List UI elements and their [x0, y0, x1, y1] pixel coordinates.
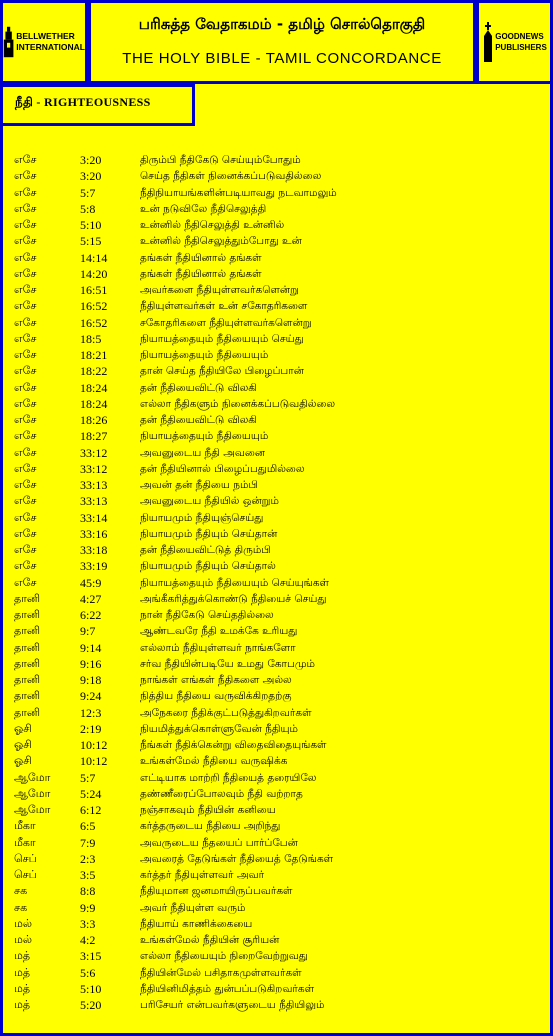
entry-reference: 18:22: [80, 364, 108, 379]
list-item: [14, 168, 544, 184]
entry-book: எசே: [14, 478, 37, 491]
entry-book: எசே: [14, 201, 37, 215]
entry-reference: 16:52: [80, 315, 108, 330]
entry-text: நியாயமும் நீதியுஞ்செய்து: [140, 511, 264, 524]
list-item: [14, 217, 544, 233]
entry-text: தங்கள் நீதியினால் தங்கள்: [140, 251, 262, 264]
entry-reference: 4:27: [80, 591, 102, 606]
entry-reference: 9:18: [80, 673, 102, 687]
entry-book: எசே: [14, 250, 37, 264]
list-item: [14, 477, 544, 493]
entry-text: நீதியினிமித்தம் துன்பப்படுகிறவர்கள்: [140, 982, 315, 995]
entry-reference: 7:9: [80, 835, 96, 850]
entry-text: நாங்கள் எங்கள் நீதிகளை அல்ல: [140, 674, 292, 686]
entry-reference: 5:24: [80, 786, 102, 801]
entry-reference: 33:12: [80, 445, 108, 460]
entry-reference: 18:5: [80, 331, 102, 346]
entry-text: அவர்களை நீதியுள்ளவர்களென்று: [140, 284, 299, 296]
entry-book: எசே: [14, 331, 37, 345]
list-item: [14, 233, 544, 249]
entry-text: தன் நீதியினால் பிழைப்பதுமில்லை: [140, 462, 305, 475]
entry-book: எசே: [14, 218, 37, 231]
entry-reference: 18:24: [80, 396, 108, 411]
entry-book: எசே: [14, 299, 37, 313]
bell-tower-icon: [3, 23, 14, 61]
entry-text: உங்கள்மேல் நீதியின் சூரியன்: [140, 934, 280, 946]
entry-book: மீகா: [14, 819, 36, 833]
entry-book: மத்: [14, 998, 31, 1011]
list-item: [14, 623, 544, 639]
list-item: [14, 591, 544, 607]
entry-text: நியாயத்தையும் நீதியையும்: [140, 349, 269, 361]
entry-text: நியாயத்தையும் நீதியையும் செய்யுங்கள்: [140, 576, 330, 589]
entry-book: எசே: [14, 315, 37, 329]
list-item: [14, 753, 544, 769]
entry-text: உங்கள்மேல் நீதியை வருஷிக்க: [140, 755, 288, 768]
entry-reference: 33:12: [80, 461, 108, 476]
list-item: [14, 282, 544, 298]
entry-book: எசே: [14, 445, 37, 459]
entry-reference: 9:9: [80, 900, 96, 915]
entry-text: நஞ்சாகவும் நீதியின் கனியை: [140, 804, 276, 816]
goodnews-logo: [476, 0, 553, 84]
entry-text: நீதியின்மேல் பசிதாகமுள்ளவர்கள்: [140, 966, 302, 979]
entry-reference: 16:51: [80, 283, 108, 297]
title-tamil: பரிசுத்த வேதாகமம் - தமிழ் சொல்தொகுதி: [138, 15, 426, 33]
section-title: நீதி - RIGHTEOUSNESS: [15, 95, 151, 109]
entry-text: நித்திய நீதியை வருவிக்கிறதற்கு: [140, 690, 292, 703]
entry-book: மல்: [14, 916, 32, 930]
list-item: [14, 737, 544, 753]
entry-book: எசே: [14, 348, 37, 361]
entry-reference: 3:20: [80, 153, 102, 167]
list-item: [14, 363, 544, 379]
entry-book: மத்: [14, 965, 31, 979]
entry-reference: 3:15: [80, 949, 102, 964]
list-item: [14, 445, 544, 461]
list-item: [14, 558, 544, 574]
entry-reference: 10:12: [80, 754, 108, 769]
list-item: [14, 965, 544, 981]
entry-reference: 4:2: [80, 933, 96, 947]
entry-book: ஆமோ: [14, 770, 51, 784]
entry-book: ஓசி: [14, 738, 32, 751]
entry-book: எசே: [14, 364, 37, 378]
list-item: [14, 396, 544, 412]
title-box: [88, 0, 476, 84]
entry-reference: 9:7: [80, 624, 96, 639]
list-item: [14, 640, 544, 656]
list-item: [14, 315, 544, 331]
entry-text: கர்த்தர் நீதியுள்ளவர் அவர்: [140, 869, 265, 881]
entry-reference: 14:14: [80, 250, 108, 265]
list-item: [14, 152, 544, 168]
list-item: [14, 542, 544, 558]
entry-reference: 18:24: [80, 380, 108, 395]
entry-text: பரிசேயர் என்பவர்களுடைய நீதியிலும்: [140, 999, 325, 1011]
list-item: [14, 688, 544, 704]
entry-reference: 5:10: [80, 218, 102, 232]
entry-text: செய்த நீதிகள் நினைக்கப்படுவதில்லை: [140, 170, 322, 183]
list-item: [14, 883, 544, 899]
list-item: [14, 818, 544, 834]
entry-book: எசே: [14, 510, 37, 524]
church-tower-icon: [482, 22, 494, 62]
entry-reference: 12:3: [80, 705, 102, 720]
title-english: THE HOLY BIBLE - TAMIL CONCORDANCE: [122, 50, 442, 67]
concordance-list: [14, 152, 544, 1013]
right-logo-line1: GOODNEWS: [495, 32, 544, 41]
list-item: [14, 835, 544, 851]
entry-reference: 18:27: [80, 429, 108, 444]
entry-book: எசே: [14, 169, 37, 183]
entry-book: சக: [14, 900, 28, 914]
list-item: [14, 672, 544, 688]
entry-text: தான் செய்த நீதியிலே பிழைப்பான்: [140, 365, 304, 378]
entry-text: நான் நீதிகேடு செய்ததில்லை: [140, 609, 274, 621]
list-item: [14, 380, 544, 396]
list-item: [14, 900, 544, 916]
entry-text: தன் நீதியைவிட்டு விலகி: [140, 414, 257, 426]
entry-reference: 3:3: [80, 916, 96, 931]
entry-book: மத்: [14, 981, 31, 995]
entry-text: சகோதரிகளை நீதியுள்ளவர்களென்று: [140, 316, 312, 329]
entry-book: மத்: [14, 949, 31, 963]
entry-text: அவர் நீதியுள்ள வரும்: [140, 901, 246, 914]
entry-reference: 6:5: [80, 819, 96, 834]
entry-reference: 33:13: [80, 478, 108, 492]
entry-reference: 5:7: [80, 185, 96, 200]
list-item: [14, 298, 544, 314]
entry-text: கர்த்தருடைய நீதியை அறிந்து: [140, 820, 281, 833]
entry-book: ஆமோ: [14, 803, 51, 816]
list-item: [14, 493, 544, 509]
entry-book: எசே: [14, 461, 37, 475]
entry-book: மீகா: [14, 835, 36, 849]
list-item: [14, 347, 544, 363]
entry-book: தானி: [14, 624, 41, 638]
section-header: [0, 84, 195, 126]
entry-book: தானி: [14, 673, 41, 686]
entry-text: தன் நீதியைவிட்டு விலகி: [140, 381, 257, 394]
entry-book: எசே: [14, 185, 37, 199]
list-item: [14, 786, 544, 802]
entry-book: சக: [14, 884, 28, 898]
list-item: [14, 201, 544, 217]
entry-reference: 18:26: [80, 413, 108, 427]
list-item: [14, 331, 544, 347]
entry-book: தானி: [14, 689, 41, 703]
list-item: [14, 656, 544, 672]
entry-reference: 45:9: [80, 575, 102, 590]
entry-text: சர்வ நீதியின்படியே உமது கோபமும்: [140, 657, 315, 670]
entry-book: தானி: [14, 640, 41, 654]
entry-book: எசே: [14, 429, 37, 443]
entry-book: செப்: [14, 868, 37, 881]
list-item: [14, 721, 544, 737]
list-item: [14, 932, 544, 948]
entry-reference: 16:52: [80, 299, 108, 314]
left-logo-line1: BELLWETHER: [16, 31, 75, 41]
list-item: [14, 607, 544, 623]
list-item: [14, 981, 544, 997]
entry-text: திரும்பி நீதிகேடு செய்யும்போதும்: [140, 154, 301, 166]
entry-reference: 8:8: [80, 884, 96, 899]
entry-reference: 6:22: [80, 608, 102, 622]
entry-reference: 14:20: [80, 266, 108, 281]
entry-text: தன் நீதியைவிட்டுத் திரும்பி: [140, 544, 271, 556]
entry-text: ஆண்டவரே நீதி உமக்கே உரியது: [140, 625, 298, 638]
entry-text: எல்லா நீதியையும் நிறைவேற்றுவது: [140, 950, 308, 963]
entry-text: அவருடைய நீதயைப் பார்ப்பேன்: [140, 836, 298, 849]
list-item: [14, 916, 544, 932]
entry-reference: 5:6: [80, 965, 96, 980]
entry-text: உன் நடுவிலே நீதிசெலுத்தி: [140, 202, 267, 215]
entry-text: நீதியுமான ஜனமாயிருப்பவர்கள்: [140, 885, 293, 898]
entry-book: எசே: [14, 559, 37, 573]
left-logo-line2: INTERNATIONAL: [16, 42, 85, 52]
entry-reference: 2:3: [80, 851, 96, 866]
entry-book: தானி: [14, 591, 41, 605]
entry-reference: 9:16: [80, 656, 102, 671]
entry-book: ஓசி: [14, 754, 32, 768]
entry-book: ஓசி: [14, 721, 32, 735]
entry-text: அவனுடைய நீதியில் ஒன்றும்: [140, 495, 279, 508]
entry-reference: 33:16: [80, 526, 108, 541]
entry-book: தானி: [14, 608, 41, 621]
entry-book: எசே: [14, 396, 37, 410]
entry-text: அவனுடைய நீதி அவனை: [140, 446, 266, 459]
entry-book: எசே: [14, 266, 37, 280]
list-item: [14, 575, 544, 591]
entry-text: எல்லா நீதிகளும் நினைக்கப்படுவதில்லை: [140, 397, 336, 410]
entry-reference: 10:12: [80, 738, 108, 752]
entry-reference: 33:14: [80, 510, 108, 525]
entry-reference: 6:12: [80, 803, 102, 817]
list-item: [14, 412, 544, 428]
entry-text: நியாயமும் நீதியும் செய்தால்: [140, 560, 276, 573]
list-item: [14, 802, 544, 818]
list-item: [14, 948, 544, 964]
entry-text: அவன் தன் நீதியை நம்பி: [140, 479, 258, 491]
entry-text: நீதியுள்ளவர்கள் உன் சகோதரிகளை: [140, 300, 308, 313]
entry-book: எசே: [14, 234, 37, 248]
entry-text: தண்ணீரைப்போலவும் நீதி வற்றாத: [140, 787, 303, 800]
entry-reference: 33:18: [80, 543, 108, 557]
entry-text: உன்னில் நீதிசெலுத்தி உன்னில்: [140, 219, 285, 231]
list-item: [14, 867, 544, 883]
entry-text: அநேகரை நீதிக்குட்படுத்துகிறவர்கள்: [140, 706, 312, 719]
entry-text: அவரைத் தேடுங்கள் நீதியைத் தேடுங்கள்: [140, 852, 334, 865]
entry-text: எட்டியாக மாற்றி நீதியைத் தரையிலே: [140, 771, 317, 784]
entry-text: தங்கள் நீதியினால் தங்கள்: [140, 267, 262, 280]
list-item: [14, 250, 544, 266]
list-item: [14, 770, 544, 786]
entry-book: எசே: [14, 283, 37, 296]
entry-text: எல்லாம் நீதியுள்ளவர் நாங்களோ: [140, 641, 296, 654]
entry-book: எசே: [14, 380, 37, 394]
entry-text: நீங்கள் நீதிக்கென்று விதைவிதையுங்கள்: [140, 739, 327, 751]
entry-book: எசே: [14, 575, 37, 589]
bellwether-logo: [0, 0, 88, 84]
entry-reference: 5:7: [80, 770, 96, 785]
entry-reference: 33:19: [80, 559, 108, 574]
entry-text: உன்னில் நீதிசெலுத்தும்போது உன்: [140, 235, 302, 248]
entry-book: எசே: [14, 526, 37, 540]
entry-book: எசே: [14, 413, 37, 426]
list-item: [14, 461, 544, 477]
entry-text: நியாயத்தையும் நீதியையும்: [140, 430, 269, 443]
entry-book: எசே: [14, 543, 37, 556]
entry-book: செப்: [14, 851, 37, 865]
entry-reference: 9:14: [80, 640, 102, 655]
entry-reference: 5:8: [80, 201, 96, 216]
entry-reference: 5:20: [80, 998, 102, 1012]
entry-reference: 9:24: [80, 689, 102, 704]
list-item: [14, 185, 544, 201]
list-item: [14, 851, 544, 867]
entry-text: நீதியாய் காணிக்கையை: [140, 917, 253, 930]
entry-book: எசே: [14, 494, 37, 508]
entry-reference: 18:21: [80, 348, 108, 362]
list-item: [14, 510, 544, 526]
entry-text: அங்கீகரித்துக்கொண்டு நீதியைச் செய்து: [140, 592, 327, 605]
entry-reference: 3:5: [80, 868, 96, 882]
entry-book: ஆமோ: [14, 786, 51, 800]
entry-text: நீதிநியாயங்களின்படியாவது நடவாமலும்: [140, 186, 337, 199]
entry-reference: 5:10: [80, 981, 102, 996]
list-item: [14, 526, 544, 542]
entry-reference: 5:15: [80, 234, 102, 249]
entry-text: நியாயமும் நீதியும் செய்தான்: [140, 527, 278, 540]
list-item: [14, 428, 544, 444]
entry-reference: 2:19: [80, 721, 102, 736]
entry-reference: 3:20: [80, 169, 102, 184]
entry-book: எசே: [14, 153, 37, 166]
entry-book: தானி: [14, 656, 41, 670]
entry-book: மல்: [14, 933, 32, 946]
right-logo-line2: PUBLISHERS: [495, 43, 547, 52]
entry-reference: 33:13: [80, 494, 108, 509]
list-item: [14, 705, 544, 721]
entry-book: தானி: [14, 705, 41, 719]
entry-text: நியமித்துக்கொள்ளுவேன் நீதியும்: [140, 722, 298, 735]
entry-text: நியாயத்தையும் நீதியையும் செய்து: [140, 332, 304, 345]
list-item: [14, 266, 544, 282]
list-item: [14, 997, 544, 1013]
